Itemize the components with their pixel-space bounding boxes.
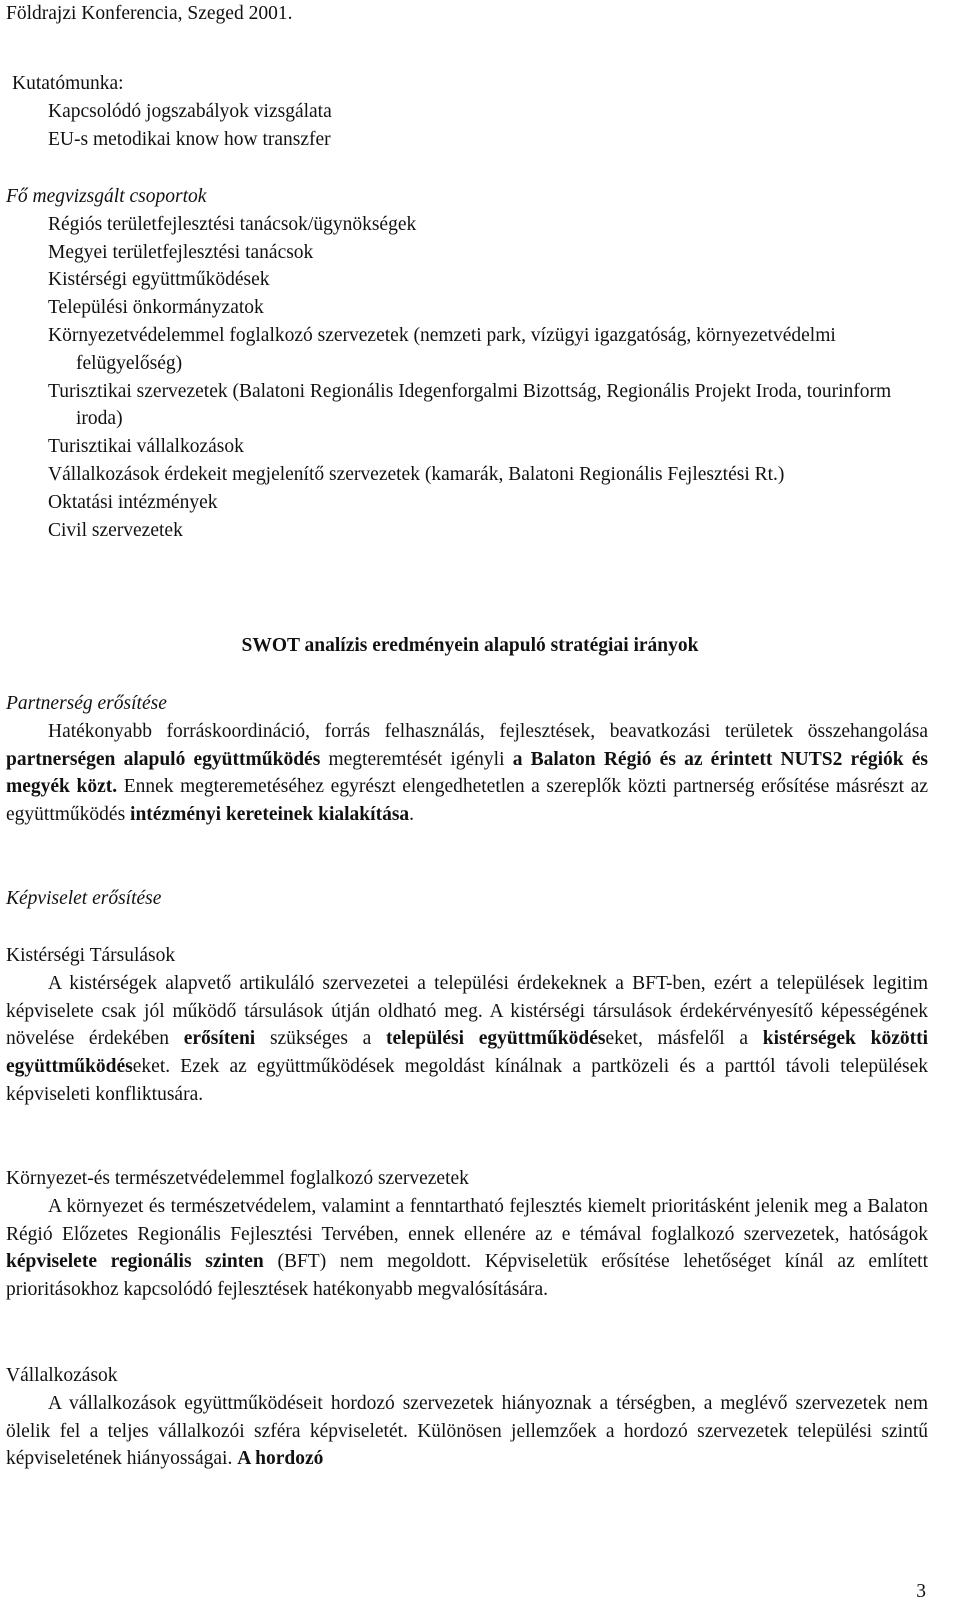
micro-paragraph: A kistérségek alapvető artikuláló szervezetei a települési érdekeknek a BFT-ben, ezért a települések legitim képviselete csak jól működő társulások útján oldható meg. A kistérségi társulások érdekérvényesítő képességének növelése érdekében erősíteni szükséges a települési együttműködéseket, másfelől a kistérségek közötti együttműködéseket. Ezek az együttműködések megoldást kínálnak a partközeli és a parttól távoli települések képviseleti konfliktusára. <box>6 972 929 1105</box>
micro-heading: Kistérségi Társulások <box>6 945 176 966</box>
page-number: 3 <box>916 1581 926 1602</box>
group-item: Turisztikai szervezetek (Balatoni Regionális Idegenforgalmi Bizottság, Regionális Projekt Iroda, tourinform iroda) <box>48 380 892 430</box>
partnership-section <box>6 690 928 829</box>
micro-section <box>6 942 928 1109</box>
research-section <box>6 70 928 153</box>
group-item: Vállalkozások érdekeit megjelenítő szervezetek (kamarák, Balatoni Regionális Fejlesztési Rt.) <box>48 463 785 485</box>
business-paragraph: A vállalkozások együttműködéseit hordozó szervezetek hiányoznak a térségben, a meglévő szervezetek nem ölelik fel a teljes vállalkozói szféra képviseletét. Különösen jellemzőek a hordozó szervezetek települési szintű képviseletének hiányosságai. A hordozó <box>6 1392 928 1470</box>
group-item: Turisztikai vállalkozások <box>48 436 244 458</box>
env-heading: Környezet-és természetvédelemmel foglalkozó szervezetek <box>6 1168 469 1189</box>
representation-heading: Képviselet erősítése <box>6 888 162 909</box>
partnership-heading: Partnerség erősítése <box>6 693 167 714</box>
groups-section <box>6 183 928 544</box>
group-item: Civil szervezetek <box>48 519 183 541</box>
group-item: Megyei területfejlesztési tanácsok <box>48 241 314 263</box>
group-item: Oktatási intézmények <box>48 491 218 513</box>
research-item: EU-s metodikai know how transzfer <box>48 128 331 150</box>
group-item: Régiós területfejlesztési tanácsok/ügynökségek <box>48 213 417 235</box>
group-item: Környezetvédelemmel foglalkozó szervezetek (nemzeti park, vízügyi igazgatóság, környezetvédelmi felügyelőség) <box>48 324 836 374</box>
group-item: Települési önkormányzatok <box>48 297 264 319</box>
env-paragraph: A környezet és természetvédelem, valamint a fenntartható fejlesztés kiemelt prioritásként jelenik meg a Balaton Régió Előzetes Regionális Fejlesztési Tervében, ennek ellenére az e témával foglalkozó szervezetek, hatóságok képviselete regionális szinten (BFT) nem megoldott. Képviseletük erősítése lehetőséget kínál az említett prioritásokhoz kapcsolódó fejlesztések hatékonyabb megvalósítására. <box>6 1195 928 1301</box>
env-section <box>6 1165 928 1304</box>
research-item: Kapcsolódó jogszabályok vizsgálata <box>48 100 332 122</box>
business-heading: Vállalkozások <box>6 1365 118 1386</box>
partnership-paragraph: Hatékonyabb forráskoordináció, forrás felhasználás, fejlesztések, beavatkozási területek összehangolása partnerségen alapuló együttműködés megteremtését igényli a Balaton Régió és az érintett NUTS2 régiók és megyék közt. Ennek megteremetéséhez egyrészt elengedhetetlen a szereplők közti partnerség erősítése másrészt az együttműködés intézményi kereteinek kialakítása. <box>6 720 929 826</box>
business-section <box>6 1362 928 1473</box>
research-label: Kutatómunka: <box>12 73 124 94</box>
section-title: SWOT analízis eredményein alapuló stratégiai irányok <box>241 635 699 656</box>
group-item: Kistérségi együttműködések <box>48 269 270 291</box>
page-header: Földrajzi Konferencia, Szeged 2001. <box>6 3 293 24</box>
groups-label: Fő megvizsgált csoportok <box>6 186 207 207</box>
